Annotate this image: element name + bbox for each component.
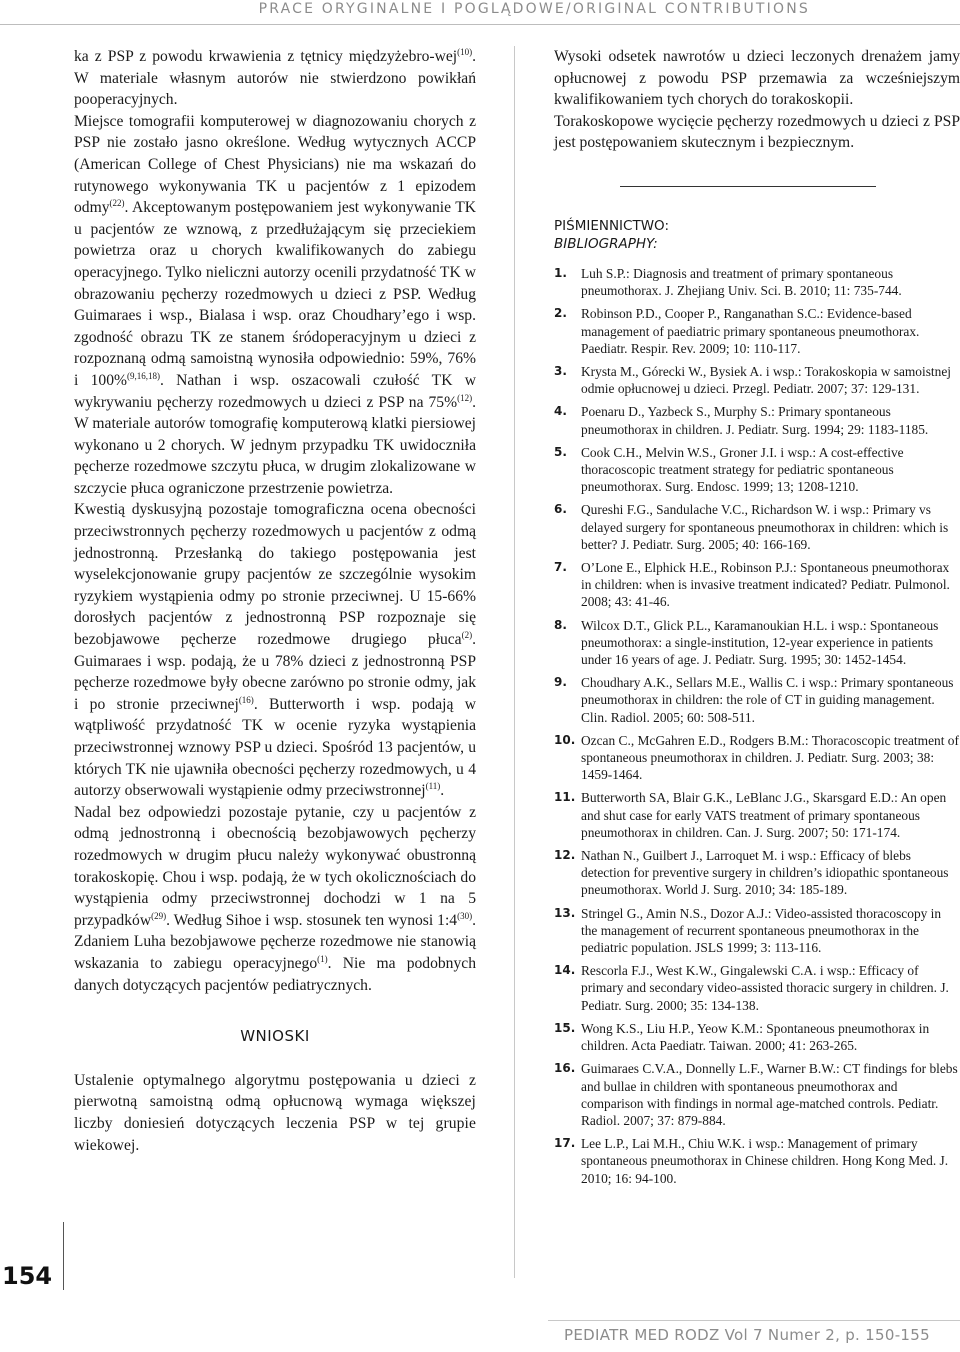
header-rule <box>0 24 960 25</box>
reference-number: 17. <box>554 1136 576 1151</box>
reference-text: Qureshi F.G., Sandulache V.C., Richardson W. i wsp.: Primary vs delayed surgery for spontaneous pneumothorax in children: which is better? J. Pediatr. Surg. 2005; 40: 166-169. <box>581 502 949 552</box>
text-run: . Nie ma podobnych danych dotyczących pacjentów pediatrycznych. <box>74 954 476 994</box>
reference-text: Guimaraes C.V.A., Donnelly L.F., Warner B.W.: CT findings for blebs and bullae in children with spontaneous pneumothorax and comparison with findings in normal age-matched controls. Pediatr. Radiol. 2007; 37: 879-884. <box>581 1061 958 1128</box>
reference-text: Poenaru D., Yazbeck S., Murphy S.: Primary spontaneous pneumothorax in children. J. Pediatr. Surg. 1994; 29: 1183-1185. <box>581 404 929 437</box>
text-run: . <box>440 782 445 800</box>
paragraph <box>74 499 476 801</box>
citation: (12) <box>457 392 473 403</box>
running-header-text: PRACE ORYGINALNE I POGLĄDOWE/ORIGINAL CONTRIBUTIONS <box>258 1 810 17</box>
reference-item <box>554 363 960 397</box>
footer-rule <box>548 1320 960 1321</box>
reference-number: 6. <box>554 502 567 517</box>
paragraph <box>74 46 476 111</box>
reference-number: 10. <box>554 732 576 747</box>
reference-text: Ozcan C., McGahren E.D., Rodgers B.M.: Thoracoscopic treatment of spontaneous pneumothorax in children. J. Pediatr. Surg. 2003; 38: 1459-1464. <box>581 732 959 783</box>
citation: (29) <box>151 910 167 921</box>
reference-text: Nathan N., Guilbert J., Larroquet M. i wsp.: Efficacy of blebs detection for preventive surgery in children’s idiopathic spontaneous pneumothorax. World J. Surg. 2010; 34: 185-189. <box>581 848 949 898</box>
reference-text: Choudhary A.K., Sellars M.E., Wallis C. i wsp.: Primary spontaneous pneumothorax in children: the role of CT in guiding management. Clin. Radiol. 2005; 60: 508-511. <box>581 675 954 725</box>
column-divider <box>514 46 515 1278</box>
text-run: . Według Sihoe i wsp. stosunek ten wynosi 1:4 <box>166 911 458 929</box>
text-run: . Guimaraes i wsp. podają, że u 78% dzieci z jednostronną PSP pęcherze rozedmowe były obecne zarówno po stronie odmy, jak i po stronie przeciwnej <box>74 631 476 713</box>
reference-number: 5. <box>554 444 567 459</box>
reference-text: Robinson P.D., Cooper P., Ranganathan S.C.: Evidence-based management of paediatric primary spontaneous pneumothorax. Paediatr. Respir. Rev. 2009; 10: 110-117. <box>581 306 920 356</box>
reference-number: 12. <box>554 848 576 863</box>
citation: (30) <box>457 910 473 921</box>
page-number-rule <box>63 1222 64 1290</box>
bibliography-subtitle: BIBLIOGRAPHY: <box>554 235 658 252</box>
paragraph <box>74 111 476 500</box>
reference-text: Butterworth SA, Blair G.K., LeBlanc J.G., Skarsgard E.D.: An open and shut case for early VATS treatment of primary spontaneous pneumothorax in children. Can. J. Surg. 2007; 50: 171-174. <box>581 790 947 840</box>
reference-item <box>554 501 960 553</box>
reference-item <box>554 444 960 496</box>
reference-number: 1. <box>554 265 567 280</box>
reference-item <box>554 559 960 611</box>
reference-item <box>554 617 960 669</box>
reference-list <box>554 265 960 1187</box>
reference-text: Wong K.S., Liu H.P., Yeow K.M.: Spontaneous pneumothorax in children. Acta Paediatr. Taiwan. 2000; 41: 263-265. <box>581 1020 930 1054</box>
reference-item <box>554 305 960 357</box>
reference-text: Lee L.P., Lai M.H., Chiu W.K. i wsp.: Management of primary spontaneous pneumothorax in Chinese children. Hong Kong Med. J. 2010; 16: 94-100. <box>581 1136 949 1186</box>
text-run: . Zdaniem Luha bezobjawowe pęcherze rozedmowe nie stanowią wskazania to zabiegu operacyjnego <box>74 911 476 972</box>
paragraph: Wysoki odsetek nawrotów u dzieci leczonych drenażem jamy opłucnowej z powodu PSP przemawia za wcześniejszym kwalifikowaniem tych chorych do torakoskopii. <box>554 48 960 109</box>
text-run: Nadal bez odpowiedzi pozostaje pytanie, czy u pacjentów z odmą jednostronną i obecnością bezobjawowych pęcherzy rozedmowych w drugim płucu należy wykonywać obustronną torakoskopię. Chou i wsp. podają, że w tych okolicznościach do wystąpienia odmy przeciwstronnej dochodzi w 1 na 5 przypadków <box>74 803 476 929</box>
reference-number: 9. <box>554 675 567 690</box>
reference-item <box>554 962 960 1014</box>
text-run: Miejsce tomografii komputerowej w diagnozowaniu chorych z PSP nie zostało jasno określone. Według wytycznych ACCP (American College of Chest Physicians) nie ma wskazań do rutynowego wykonywania TK u pacjentów z 1 epizodem odmy <box>74 112 476 217</box>
citation: (22) <box>109 197 125 208</box>
reference-number: 8. <box>554 617 567 632</box>
reference-number: 3. <box>554 363 567 378</box>
reference-item <box>554 1020 960 1054</box>
citation: (2) <box>461 629 473 640</box>
reference-number: 15. <box>554 1020 576 1035</box>
page-number: 154 <box>2 1262 53 1290</box>
reference-text: Stringel G., Amin N.S., Dozor A.J.: Video-assisted thoracoscopy in the management of recurrent spontaneous pneumothorax in the pediatric population. JSLS 1999; 3: 113-116. <box>581 905 942 956</box>
reference-number: 4. <box>554 404 567 419</box>
text-run: ka z PSP z powodu krwawienia z tętnicy międzyżebro-wej <box>74 48 458 65</box>
reference-number: 13. <box>554 905 576 920</box>
reference-text: Krysta M., Górecki W., Bysiek A. i wsp.: Torakoskopia w samoistnej odmie opłucnowej u dzieci. Przegl. Pediatr. 2007; 37: 129-131. <box>581 363 952 397</box>
reference-item <box>554 789 960 841</box>
reference-item <box>554 732 960 784</box>
citation: (16) <box>238 694 254 705</box>
reference-text: Wilcox D.T., Glick P.L., Karamanoukian H.L. i wsp.: Spontaneous pneumothorax: a single-institution, 12-year experience in patients under 16 years of age. J. Pediatr. Surg. 1995; 30: 1452-1454. <box>581 617 939 668</box>
paragraph <box>74 802 476 996</box>
text-run: . Butterworth i wsp. podają w wątpliwość przydatność TK w ocenie ryzyka wystąpienia przeciwstronnej wznowy PSP u dzieci. Spośród 13 pacjentów, u których TK nie ujawniła obecności pęcherzy rozedmowych, u 4 autorzy obserwowali wystąpienie odmy przeciwstronnej <box>74 695 476 800</box>
reference-item <box>554 847 960 899</box>
running-footer: PEDIATR MED RODZ Vol 7 Numer 2, p. 150-155 <box>564 1326 930 1344</box>
citation: (1) <box>317 953 328 964</box>
running-header <box>0 0 960 24</box>
reference-item <box>554 674 960 726</box>
reference-item <box>554 1060 960 1129</box>
text-run: . W materiale własnym autorów nie stwierdzono powikłań pooperacyjnych. <box>74 48 476 109</box>
reference-number: 11. <box>554 790 576 805</box>
paragraph: Torakoskopowe wycięcie pęcherzy rozedmowych u dzieci z PSP jest postępowaniem skutecznym i bezpiecznym. <box>554 112 960 152</box>
conclusion-paragraph: Ustalenie optymalnego algorytmu postępowania u dzieci z pierwotną samoistną odmą opłucnową wymaga większej liczby doniesień dotyczących leczenia PSP w tej grupie wiekowej. <box>74 1071 476 1154</box>
text-run: . W materiale autorów tomografię komputerową klatki piersiowej wykonano u 2 chorych. W jednym przypadku TK uwidoczniła pęcherze rozedmowe szczytu płuca, w drugim zlokalizowane w szczycie płuca ograniczone przestrzenie powietrza. <box>74 393 476 497</box>
reference-text: Cook C.H., Melvin W.S., Groner J.I. i wsp.: A cost-effective thoracoscopic treatment strategy for pediatric spontaneous pneumothorax. Surg. Endosc. 1999; 13; 1208-1210. <box>581 444 904 495</box>
reference-item <box>554 1135 960 1187</box>
right-column <box>554 46 960 1193</box>
reference-text: Rescorla F.J., West K.W., Gingalewski C.A. i wsp.: Efficacy of primary and secondary video-assisted thoracic surgery in children. J. Pediatr. Surg. 2000; 35: 134-138. <box>581 963 949 1013</box>
text-run: Kwestią dyskusyjną pozostaje tomograficzna ocena obecności przeciwstronnych pęcherzy rozedmowych u pacjentów z odmą jednostronną. Przesłanką do takiego postępowania jest wyselekcjonowanie grupy pacjentów ze szczególnie wysokim ryzykiem wystąpienia odmy po stronie przeciwnej. U 15-66% dorosłych pacjentów z jednostronną PSP rozpoznaje się bezobjawowe pęcherze rozedmowe drugiego płuca <box>74 501 476 649</box>
left-column <box>74 46 476 1156</box>
reference-text: O’Lone E., Elphick H.E., Robinson P.J.: Spontaneous pneumothorax in children: when is invasive treatment indicated? Pediatr. Pulmonol. 2008; 43: 41-46. <box>581 560 950 610</box>
reference-text: Luh S.P.: Diagnosis and treatment of primary spontaneous pneumothorax. J. Zhejiang Univ. Sci. B. 2010; 11: 735-744. <box>581 265 902 299</box>
reference-number: 7. <box>554 560 567 575</box>
reference-item <box>554 905 960 957</box>
bibliography-title: PIŚMIENNICTWO: <box>554 217 669 234</box>
bibliography-rule <box>620 186 876 187</box>
reference-number: 16. <box>554 1061 576 1076</box>
section-heading-conclusions: WNIOSKI <box>240 1027 310 1046</box>
citation: (11) <box>425 781 441 791</box>
text-run: . Nathan i wsp. oszacowali czułość TK w wykrywaniu pęcherzy rozedmowych u dzieci z PSP na 75% <box>74 371 476 411</box>
citation: (10) <box>457 46 473 57</box>
citation: (9,16,18) <box>127 370 160 381</box>
reference-number: 2. <box>554 306 567 321</box>
reference-number: 14. <box>554 963 576 978</box>
reference-item <box>554 403 960 437</box>
text-run: . Akceptowanym postępowaniem jest wykonywanie TK u pacjentów ze wznową, z przedłużającym się przeciekiem powietrza oraz u chorych kwalifikowanych do zabiegu operacyjnego. Tylko nieliczni autorzy ocenili przydatność TK w obrazowaniu pęcherzy rozedmowych u dzieci z PSP. Według Guimaraes i wsp., Bialasa i wsp. oraz Choudhary’ego i wsp. zgodność obrazu TK ze stanem śródoperacyjnym u dzieci z rozpoznaną odmą samoistną wynosiła odpowiednio: 59%, 76% i 100% <box>74 199 476 389</box>
reference-item <box>554 265 960 299</box>
